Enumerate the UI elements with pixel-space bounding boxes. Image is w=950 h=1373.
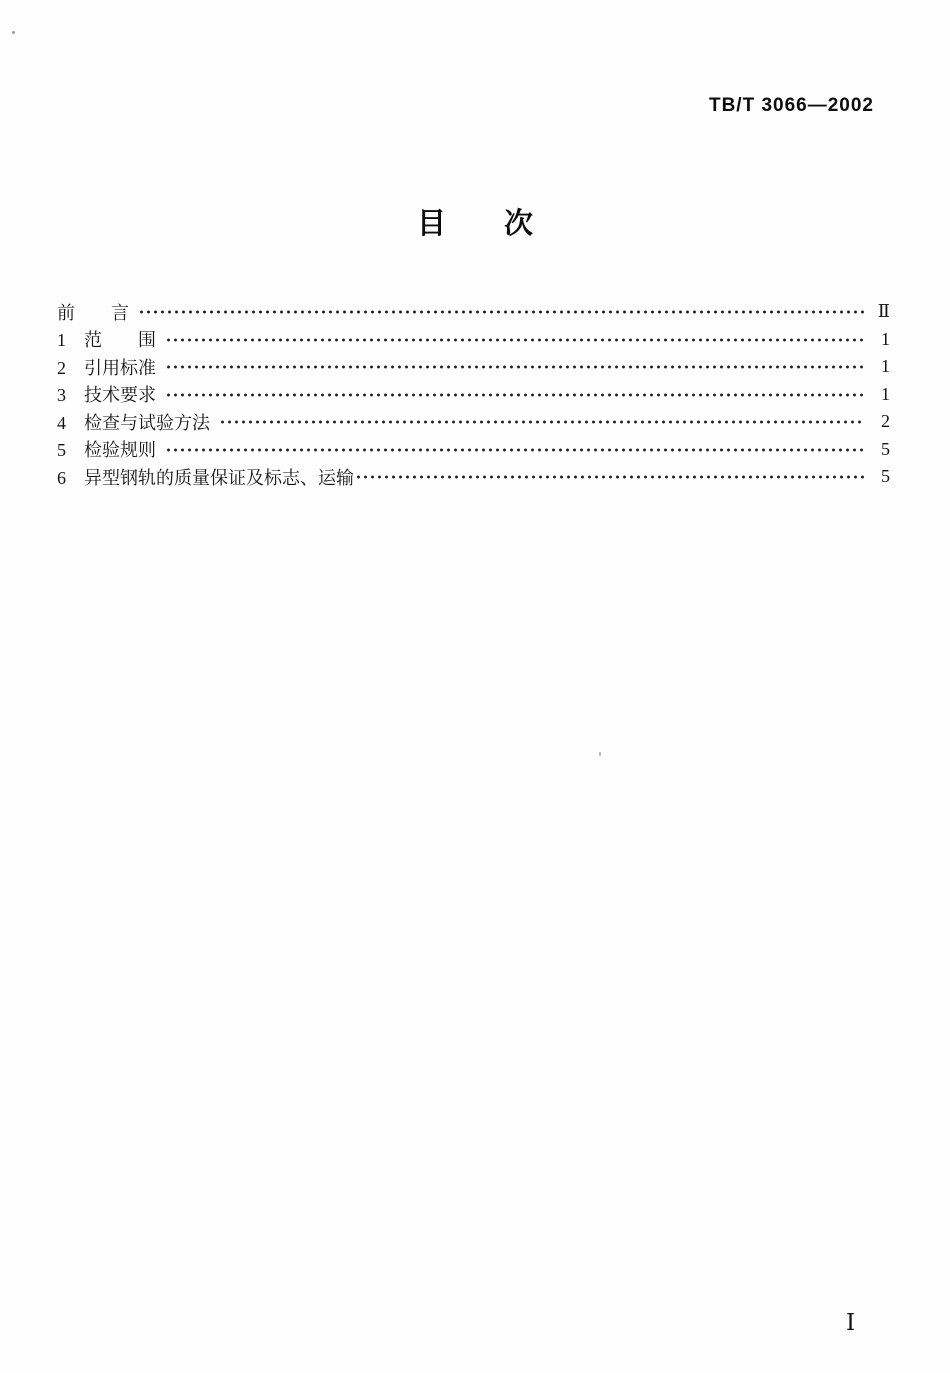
- toc-row: [57, 408, 890, 436]
- toc-entry-label: 前 言: [57, 302, 129, 323]
- toc-entry-label: 2 引用标准: [57, 357, 156, 378]
- toc-entry-page: 2: [881, 411, 890, 432]
- toc-entry-page: 1: [881, 328, 890, 349]
- table-of-contents: [57, 298, 890, 491]
- toc-row: [57, 381, 890, 409]
- dot-leader: [138, 298, 864, 326]
- dot-leader: [355, 463, 864, 491]
- toc-entry-page: 5: [881, 466, 890, 487]
- toc-entry-page: Ⅱ: [877, 301, 890, 322]
- scan-speck: [12, 31, 15, 34]
- toc-entry-label: 6 异型钢轨的质量保证及标志、运输: [57, 467, 354, 488]
- toc-entry-label: 3 技术要求: [57, 385, 156, 406]
- toc-entry-label: 1 范 围: [57, 330, 156, 351]
- dot-leader: [165, 381, 864, 409]
- standard-number: TB/T 3066—2002: [708, 95, 874, 116]
- toc-row: [57, 326, 890, 354]
- toc-row: [57, 463, 890, 491]
- scan-speck: [599, 752, 601, 756]
- toc-entry-page: 1: [881, 383, 890, 404]
- page-title: 目 次: [416, 208, 533, 240]
- toc-row: [57, 436, 890, 464]
- dot-leader: [219, 408, 864, 436]
- toc-entry-page: 5: [881, 438, 890, 459]
- dot-leader: [165, 326, 864, 354]
- toc-entry-label: 5 检验规则: [57, 440, 156, 461]
- dot-leader: [165, 353, 864, 381]
- toc-row: [57, 298, 890, 326]
- toc-row: [57, 353, 890, 381]
- footer-page-number: Ⅰ: [846, 1310, 856, 1336]
- toc-entry-label: 4 检查与试验方法: [57, 412, 210, 433]
- dot-leader: [165, 436, 864, 464]
- toc-entry-page: 1: [881, 356, 890, 377]
